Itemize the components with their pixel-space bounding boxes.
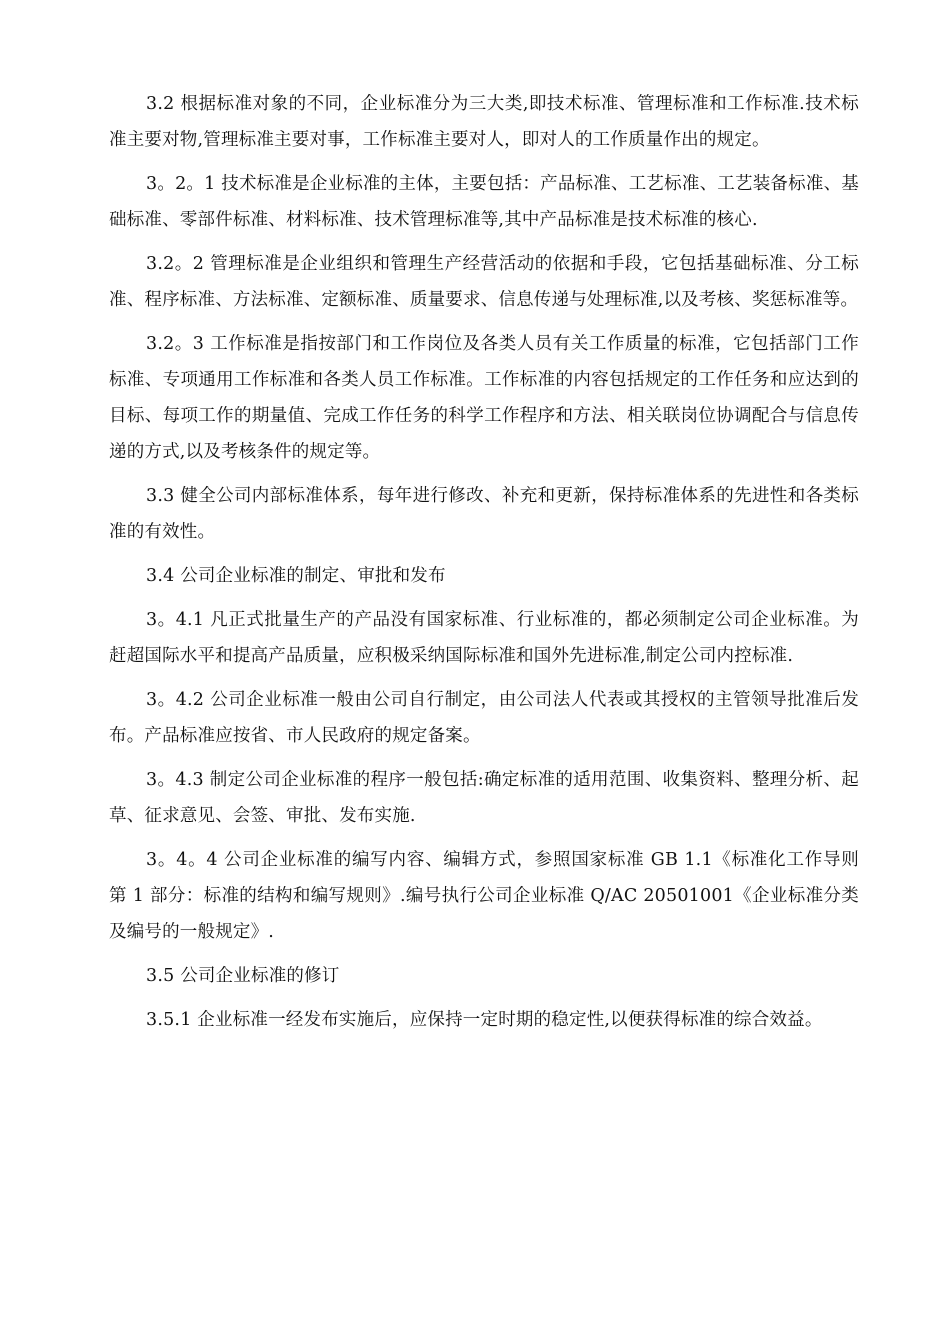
- document-body: [109, 86, 859, 1046]
- paragraph-3-4-1: 3。4.1 凡正式批量生产的产品没有国家标准、行业标准的，都必须制定公司企业标准。为赶超国际水平和提高产品质量，应积极采纳国际标准和国外先进标准,制定公司内控标准.: [109, 610, 859, 666]
- paragraph-3-5-1: 3.5.1 企业标准一经发布实施后，应保持一定时期的稳定性,以便获得标准的综合效益。: [146, 1010, 823, 1030]
- paragraph-3-3: 3.3 健全公司内部标准体系，每年进行修改、补充和更新，保持标准体系的先进性和各类标准的有效性。: [109, 486, 859, 542]
- paragraph-3-2-2: 3.2。2 管理标准是企业组织和管理生产经营活动的依据和手段，它包括基础标准、分工标准、程序标准、方法标准、定额标准、质量要求、信息传递与处理标准,以及考核、奖惩标准等。: [109, 254, 859, 310]
- heading-3-5: 3.5 公司企业标准的修订: [146, 966, 340, 986]
- paragraph-3-2: 3.2 根据标准对象的不同，企业标准分为三大类,即技术标准、管理标准和工作标准.技术标准主要对物,管理标准主要对事，工作标准主要对人，即对人的工作质量作出的规定。: [109, 94, 859, 150]
- paragraph-3-2-3: 3.2。3 工作标准是指按部门和工作岗位及各类人员有关工作质量的标准，它包括部门工作标准、专项通用工作标准和各类人员工作标准。工作标准的内容包括规定的工作任务和应达到的目标、每项工作的期量值、完成工作任务的科学工作程序和方法、相关联岗位协调配合与信息传递的方式,以及考核条件的规定等。: [109, 334, 859, 462]
- paragraph-3-4-4: 3。4。4 公司企业标准的编写内容、编辑方式，参照国家标准 GB 1.1《标准化工作导则 第 1 部分：标准的结构和编写规则》.编号执行公司企业标准 Q/AC 20501001《企业标准分类及编号的一般规定》.: [109, 850, 859, 942]
- heading-3-4: 3.4 公司企业标准的制定、审批和发布: [146, 566, 446, 586]
- paragraph-3-2-1: 3。2。1 技术标准是企业标准的主体，主要包括：产品标准、工艺标准、工艺装备标准、基础标准、零部件标准、材料标准、技术管理标准等,其中产品标准是技术标准的核心.: [109, 174, 859, 230]
- paragraph-3-4-3: 3。4.3 制定公司企业标准的程序一般包括:确定标准的适用范围、收集资料、整理分析、起草、征求意见、会签、审批、发布实施.: [109, 770, 859, 826]
- paragraph-3-4-2: 3。4.2 公司企业标准一般由公司自行制定，由公司法人代表或其授权的主管领导批准后发布。产品标准应按省、市人民政府的规定备案。: [109, 690, 859, 746]
